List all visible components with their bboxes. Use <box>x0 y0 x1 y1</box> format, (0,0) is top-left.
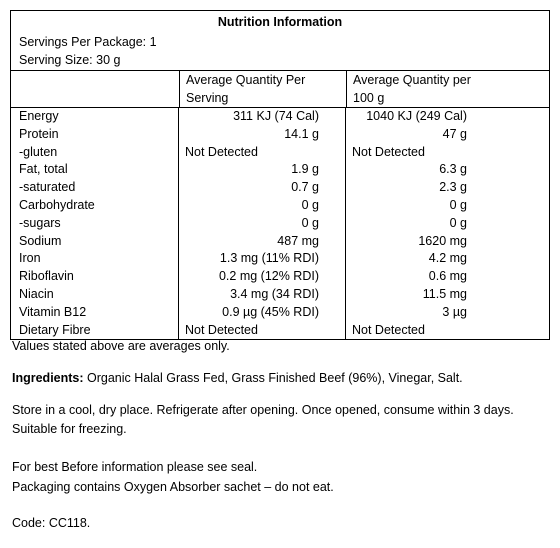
per-100g-cell <box>346 144 549 162</box>
nutrient-name: Carbohydrate <box>11 197 179 215</box>
storage-line-1: Store in a cool, dry place. Refrigerate after opening. Once opened, consume within 3 days. <box>12 403 514 417</box>
per-100g-cell <box>346 108 549 126</box>
per-100g-value: 1620 mg <box>418 233 467 248</box>
per-serving-cell <box>179 197 346 215</box>
table-row <box>11 161 549 179</box>
table-row <box>11 233 549 251</box>
per-serving-value: Not Detected <box>185 322 258 337</box>
per-serving-cell <box>179 215 346 233</box>
per-100g-cell <box>346 179 549 197</box>
table-row <box>11 108 549 126</box>
storage-line-2: Suitable for freezing. <box>12 422 127 436</box>
nutrient-name: -sugars <box>11 215 179 233</box>
per-100g-value: Not Detected <box>352 322 425 337</box>
per-100g-value: 1040 KJ (249 Cal) <box>366 109 467 123</box>
column-header-row <box>11 71 549 108</box>
per-100g-cell <box>346 322 549 340</box>
nutrient-name: Riboflavin <box>11 268 179 286</box>
per-serving-value: 0.9 µg (45% RDI) <box>222 304 319 319</box>
footnote: Values stated above are averages only. <box>12 339 230 353</box>
table-row <box>11 286 549 304</box>
nutrient-name: -gluten <box>11 144 179 162</box>
nutrition-panel <box>10 10 550 340</box>
table-row <box>11 268 549 286</box>
table-row <box>11 304 549 322</box>
table-row <box>11 215 549 233</box>
per-serving-cell <box>179 144 346 162</box>
per-100g-cell <box>346 250 549 268</box>
per-serving-cell <box>179 250 346 268</box>
header-blank <box>11 71 180 107</box>
serving-size: Serving Size: 30 g <box>19 53 121 67</box>
per-serving-cell <box>179 161 346 179</box>
per-100g-cell <box>346 286 549 304</box>
servings-per-package: Servings Per Package: 1 <box>19 35 157 49</box>
serving-info <box>11 33 549 71</box>
per-serving-value: 1.9 g <box>291 162 319 177</box>
per-100g-value: 11.5 mg <box>422 286 467 301</box>
per-100g-value: 6.3 g <box>439 162 467 177</box>
nutrient-name: Energy <box>11 108 179 126</box>
table-row <box>11 322 549 340</box>
per-serving-value: 0.2 mg (12% RDI) <box>218 269 319 284</box>
ingredients-text: Organic Halal Grass Fed, Grass Finished Beef (96%), Vinegar, Salt. <box>83 371 463 385</box>
nutrient-name: Protein <box>11 126 179 144</box>
nutrient-rows <box>11 108 549 339</box>
per-serving-cell <box>179 179 346 197</box>
per-serving-value: 14.1 g <box>284 126 319 141</box>
per-serving-cell <box>179 286 346 304</box>
per-serving-cell <box>179 304 346 322</box>
per-100g-cell <box>346 215 549 233</box>
per-100g-cell <box>346 268 549 286</box>
per-serving-cell <box>179 126 346 144</box>
header-per-serving: Average Quantity Per Serving <box>180 71 347 107</box>
per-serving-value: 487 mg <box>277 233 319 248</box>
packaging-warning: Packaging contains Oxygen Absorber sachet – do not eat. <box>12 480 334 494</box>
nutrient-name: Iron <box>11 250 179 268</box>
per-serving-value: 311 KJ (74 Cal) <box>233 109 319 123</box>
per-100g-value: 47 g <box>442 126 467 141</box>
per-100g-value: 0.6 mg <box>428 269 467 284</box>
per-100g-value: 0 g <box>449 215 467 230</box>
ingredients <box>12 371 552 385</box>
per-serving-cell <box>179 233 346 251</box>
nutrient-name: Fat, total <box>11 161 179 179</box>
per-100g-value: 3 µg <box>442 304 467 319</box>
per-serving-value: 0.7 g <box>291 180 319 195</box>
nutrient-name: Dietary Fibre <box>11 322 179 340</box>
table-row <box>11 179 549 197</box>
per-serving-value: 3.4 mg (34 RDI) <box>230 286 319 301</box>
table-row <box>11 144 549 162</box>
product-code: Code: CC118. <box>12 516 91 530</box>
per-100g-value: 0 g <box>449 197 467 212</box>
table-row <box>11 126 549 144</box>
per-serving-cell <box>179 268 346 286</box>
nutrient-name: Vitamin B12 <box>11 304 179 322</box>
nutrient-name: Niacin <box>11 286 179 304</box>
per-serving-value: 0 g <box>301 197 319 212</box>
per-serving-value: 0 g <box>301 215 319 230</box>
per-100g-cell <box>346 304 549 322</box>
table-row <box>11 197 549 215</box>
per-100g-value: 4.2 mg <box>428 251 467 266</box>
per-serving-cell <box>179 322 346 340</box>
best-before: For best Before information please see seal. <box>12 460 258 474</box>
header-per-100g: Average Quantity per 100 g <box>353 73 471 105</box>
panel-title: Nutrition Information <box>217 15 343 29</box>
per-100g-value: Not Detected <box>352 144 425 159</box>
table-row <box>11 250 549 268</box>
nutrient-name: Sodium <box>11 233 179 251</box>
per-serving-cell <box>179 108 346 126</box>
per-serving-value: Not Detected <box>185 144 258 159</box>
per-serving-value: 1.3 mg (11% RDI) <box>219 251 319 266</box>
per-100g-cell <box>346 233 549 251</box>
per-100g-cell <box>346 197 549 215</box>
per-100g-cell <box>346 126 549 144</box>
per-100g-cell <box>346 161 549 179</box>
ingredients-label: Ingredients: <box>12 371 84 385</box>
per-100g-value: 2.3 g <box>439 180 467 195</box>
nutrient-name: -saturated <box>11 179 179 197</box>
